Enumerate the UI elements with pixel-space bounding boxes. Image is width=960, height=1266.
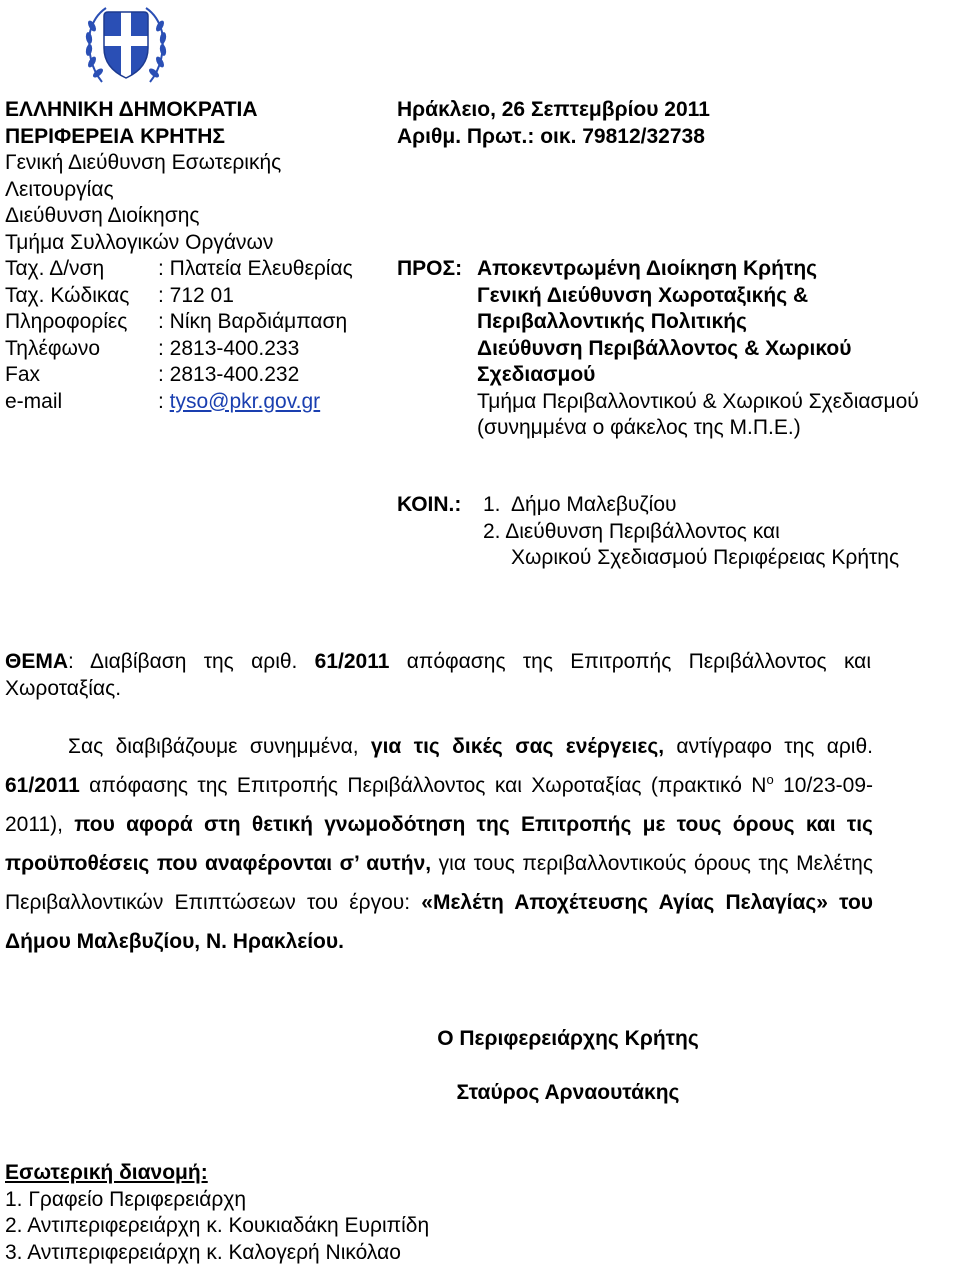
sender-block [5,97,353,415]
sender-detail-row [5,283,353,310]
body-paragraph [5,727,873,961]
sender-org-line: Τμήμα Συλλογικών Οργάνων [5,230,353,257]
sender-detail-row [5,336,353,363]
signature-title: Ο Περιφερειάρχης Κρήτης [0,1027,960,1051]
sender-email-colon: : [158,390,170,413]
subject-decision-number: 61/2011 [315,650,390,673]
recipient-line: Διεύθυνση Περιβάλλοντος & Χωρικού [477,336,919,363]
distribution-heading: Εσωτερική διανομή: [5,1160,429,1187]
sender-org-line: ΕΛΛΗΝΙΚΗ ΔΗΜΟΚΡΑΤΙΑ [5,97,353,124]
place-date: Ηράκλειο, 26 Σεπτεμβρίου 2011 [397,97,710,124]
recipient-label: ΠΡΟΣ: [397,256,477,283]
sender-detail-value: : 2813-400.233 [158,337,299,360]
recipient-line: Σχεδιασμού [477,362,919,389]
distribution-item: 3. Αντιπεριφερειάρχη κ. Καλογερή Νικόλαο [5,1240,429,1266]
sender-email-label: e-mail [5,389,158,416]
distribution-item: 2. Αντιπεριφερειάρχη κ. Κουκιαδάκη Ευριπίδη [5,1213,429,1240]
protocol-number: Αριθμ. Πρωτ.: οικ. 79812/32738 [397,124,710,151]
cc-label: ΚΟΙΝ.: [397,492,483,519]
subject-text: απόφασης της Επιτροπής Περιβάλλοντος και Χωροταξίας. [5,650,871,700]
body-text: για τους περιβαλλοντικούς όρους της Μελέτης Περιβαλλοντικών Επιπτώσεων του έργου: [5,852,873,914]
body-emphasis: για τις δικές σας ενέργειες, [371,735,664,758]
sender-detail-label: Fax [5,362,158,389]
body-text: απόφασης της Επιτροπής Περιβάλλοντος και Χωροταξίας (πρακτικό Ν [80,774,767,797]
sender-detail-row [5,256,353,283]
cc-block [397,492,899,572]
recipient-line: Περιβαλλοντικής Πολιτικής [477,309,919,336]
body-text: 10/23-09-2011), [5,774,873,836]
sender-org-line: Γενική Διεύθυνση Εσωτερικής [5,150,353,177]
body-superscript: ο [766,772,773,787]
sender-org-line: Λειτουργίας [5,177,353,204]
document-meta [397,97,710,150]
recipient-line: Γενική Διεύθυνση Χωροταξικής & [477,283,919,310]
sender-detail-row [5,309,353,336]
distribution-item: 1. Γραφείο Περιφερειάρχη [5,1187,429,1214]
sender-email-link[interactable]: tyso@pkr.gov.gr [170,390,321,413]
body-text: Σας διαβιβάζουμε συνημμένα, [68,735,371,758]
body-text: αντίγραφο της αριθ. [664,735,873,758]
cc-item: 1. Δήμο Μαλεβυζίου [483,492,899,519]
recipient-line: Τμήμα Περιβαλλοντικού & Χωρικού Σχεδιασμού [477,389,919,416]
sender-detail-value: : Νίκη Βαρδιάμπαση [158,310,347,333]
sender-org-line: Διεύθυνση Διοίκησης [5,203,353,230]
body-decision-number: 61/2011 [5,774,80,797]
sender-detail-value: : Πλατεία Ελευθερίας [158,257,353,280]
sender-detail-value: : 2813-400.232 [158,363,299,386]
cc-item: 2. Διεύθυνση Περιβάλλοντος και [483,519,899,546]
sender-detail-label: Ταχ. Κώδικας [5,283,158,310]
sender-detail-label: Ταχ. Δ/νση [5,256,158,283]
sender-email-row [5,389,353,416]
subject-line [5,649,871,702]
sender-org-line: ΠΕΡΙΦΕΡΕΙΑ ΚΡΗΤΗΣ [5,124,353,151]
body-emphasis: που αφορά στη θετική γνωμοδότηση της Επιτροπής με τους όρους και τις προϋποθέσεις που αναφέρονται σ’ αυτήν, [5,813,873,875]
sender-detail-label: Πληροφορίες [5,309,158,336]
internal-distribution [5,1160,429,1266]
sender-detail-label: Τηλέφωνο [5,336,158,363]
recipient-block [397,256,919,442]
sender-detail-row [5,362,353,389]
recipient-line: Αποκεντρωμένη Διοίκηση Κρήτης [477,256,919,283]
greek-coat-of-arms-emblem-icon [80,2,172,90]
cc-item-continuation: Χωρικού Σχεδιασμού Περιφέρειας Κρήτης [483,545,899,572]
recipient-line: (συνημμένα ο φάκελος της Μ.Π.Ε.) [477,415,919,442]
sender-detail-value: : 712 01 [158,284,234,307]
project-title: «Μελέτη Αποχέτευσης Αγίας Πελαγίας» του Δήμου Μαλεβυζίου, Ν. Ηρακλείου. [5,891,873,953]
subject-text: : Διαβίβαση της αριθ. [68,650,315,673]
signature-name: Σταύρος Αρναουτάκης [0,1081,960,1105]
subject-label: ΘΕΜΑ [5,650,68,673]
